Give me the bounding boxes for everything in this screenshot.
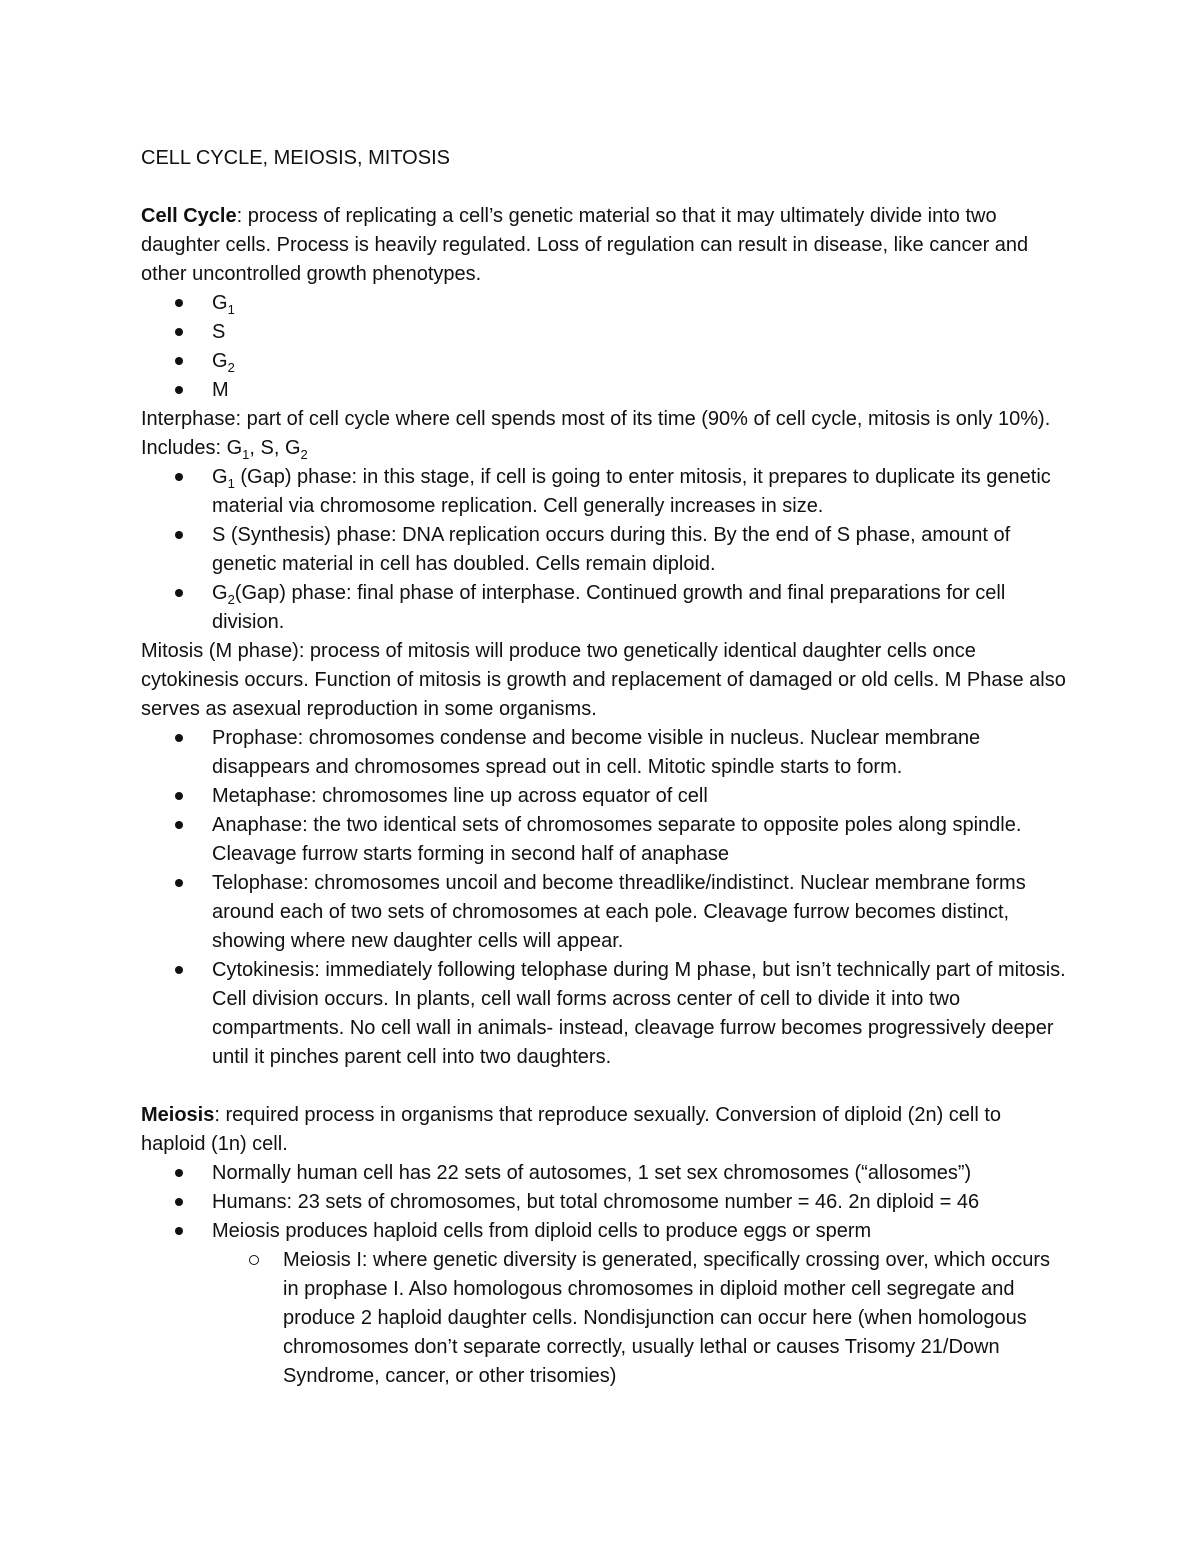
cell-cycle-term: Cell Cycle: [141, 205, 237, 227]
list-item: Cytokinesis: immediately following telophase during M phase, but isn’t technically part of mitosis. Cell division occurs. In plants, cell wall forms across center of cell to divide it into two compartments. No cell wall in animals- instead, cleavage furrow becomes progressively deeper until it pinches parent cell into two daughters.: [212, 956, 1071, 1072]
list-item: M: [212, 376, 1071, 405]
mitosis-paragraph: Mitosis (M phase): process of mitosis will produce two genetically identical daughter cells once cytokinesis occurs. Function of mitosis is growth and replacement of damaged or old cells. M Phase also serves as asexual reproduction in some organisms.: [141, 640, 1066, 720]
list-item: Meiosis produces haploid cells from diploid cells to produce eggs or sperm Meiosis I: where genetic diversity is generated, specifically crossing over, which occurs in prophase I. Also homologous chromosomes in diploid mother cell segregate and produce 2 haploid daughter cells. Nondisjunction can occur here (when homologous chromosomes don’t separate correctly, usually lethal or causes Trisomy 21/Down Syndrome, cancer, or other trisomies): [212, 1217, 1071, 1391]
list-item: Telophase: chromosomes uncoil and become threadlike/indistinct. Nuclear membrane forms around each of two sets of chromosomes at each pole. Cleavage furrow becomes distinct, showing where new daughter cells will appear.: [212, 869, 1071, 956]
spacer: [141, 1072, 1071, 1101]
list-item: Meiosis I: where genetic diversity is generated, specifically crossing over, which occurs in prophase I. Also homologous chromosomes in diploid mother cell segregate and produce 2 haploid daughter cells. Nondisjunction can occur here (when homologous chromosomes don’t separate correctly, usually lethal or causes Trisomy 21/Down Syndrome, cancer, or other trisomies): [283, 1246, 1071, 1391]
list-item: $G_1$: [212, 289, 1071, 318]
spacer: [141, 173, 1071, 202]
cell-cycle-phase-list: [141, 289, 1071, 405]
list-item: Anaphase: the two identical sets of chromosomes separate to opposite poles along spindle. Cleavage furrow starts forming in second half of anaphase: [212, 811, 1071, 869]
cell-cycle-definition: : process of replicating a cell’s genetic material so that it may ultimately divide into two daughter cells. Process is heavily regulated. Loss of regulation can result in disease, like cancer and other uncontrolled growth phenotypes.: [141, 205, 1029, 285]
list-item: $G_2$: [212, 347, 1071, 376]
meiosis-list: [141, 1159, 1071, 1391]
list-item: S (Synthesis) phase: DNA replication occurs during this. By the end of S phase, amount of genetic material in cell has doubled. Cells remain diploid.: [212, 521, 1071, 579]
meiosis-sub-list: [212, 1246, 1071, 1391]
meiosis-paragraph: [141, 1101, 1071, 1159]
list-item: $G_2(Gap)$ phase: final phase of interphase. Continued growth and final preparations for cell division.: [212, 579, 1071, 637]
list-item: Humans: 23 sets of chromosomes, but total chromosome number = 46. 2n diploid = 46: [212, 1188, 1071, 1217]
interphase-list: [141, 463, 1071, 637]
list-item: $G_1$ (Gap) phase: in this stage, if cell is going to enter mitosis, it prepares to duplicate its genetic material via chromosome replication. Cell generally increases in size.: [212, 463, 1071, 521]
mitosis-list: [141, 724, 1071, 1072]
list-item: Metaphase: chromosomes line up across equator of cell: [212, 782, 1071, 811]
list-item: Prophase: chromosomes condense and become visible in nucleus. Nuclear membrane disappears and chromosomes spread out in cell. Mitotic spindle starts to form.: [212, 724, 1071, 782]
interphase-paragraph: Interphase: part of cell cycle where cell spends most of its time (90% of cell cycle, mitosis is only 10%). Includes: $G_1$, S, $G_2$: [141, 408, 1051, 462]
document-title: CELL CYCLE, MEIOSIS, MITOSIS: [141, 147, 450, 169]
meiosis-term: Meiosis: [141, 1104, 215, 1126]
document-page: [141, 144, 1071, 1391]
meiosis-definition: : required process in organisms that reproduce sexually. Conversion of diploid (2n) cell to haploid (1n) cell.: [141, 1104, 1002, 1155]
list-item: Normally human cell has 22 sets of autosomes, 1 set sex chromosomes (“allosomes”): [212, 1159, 1071, 1188]
list-item: S: [212, 318, 1071, 347]
cell-cycle-paragraph: [141, 202, 1071, 289]
